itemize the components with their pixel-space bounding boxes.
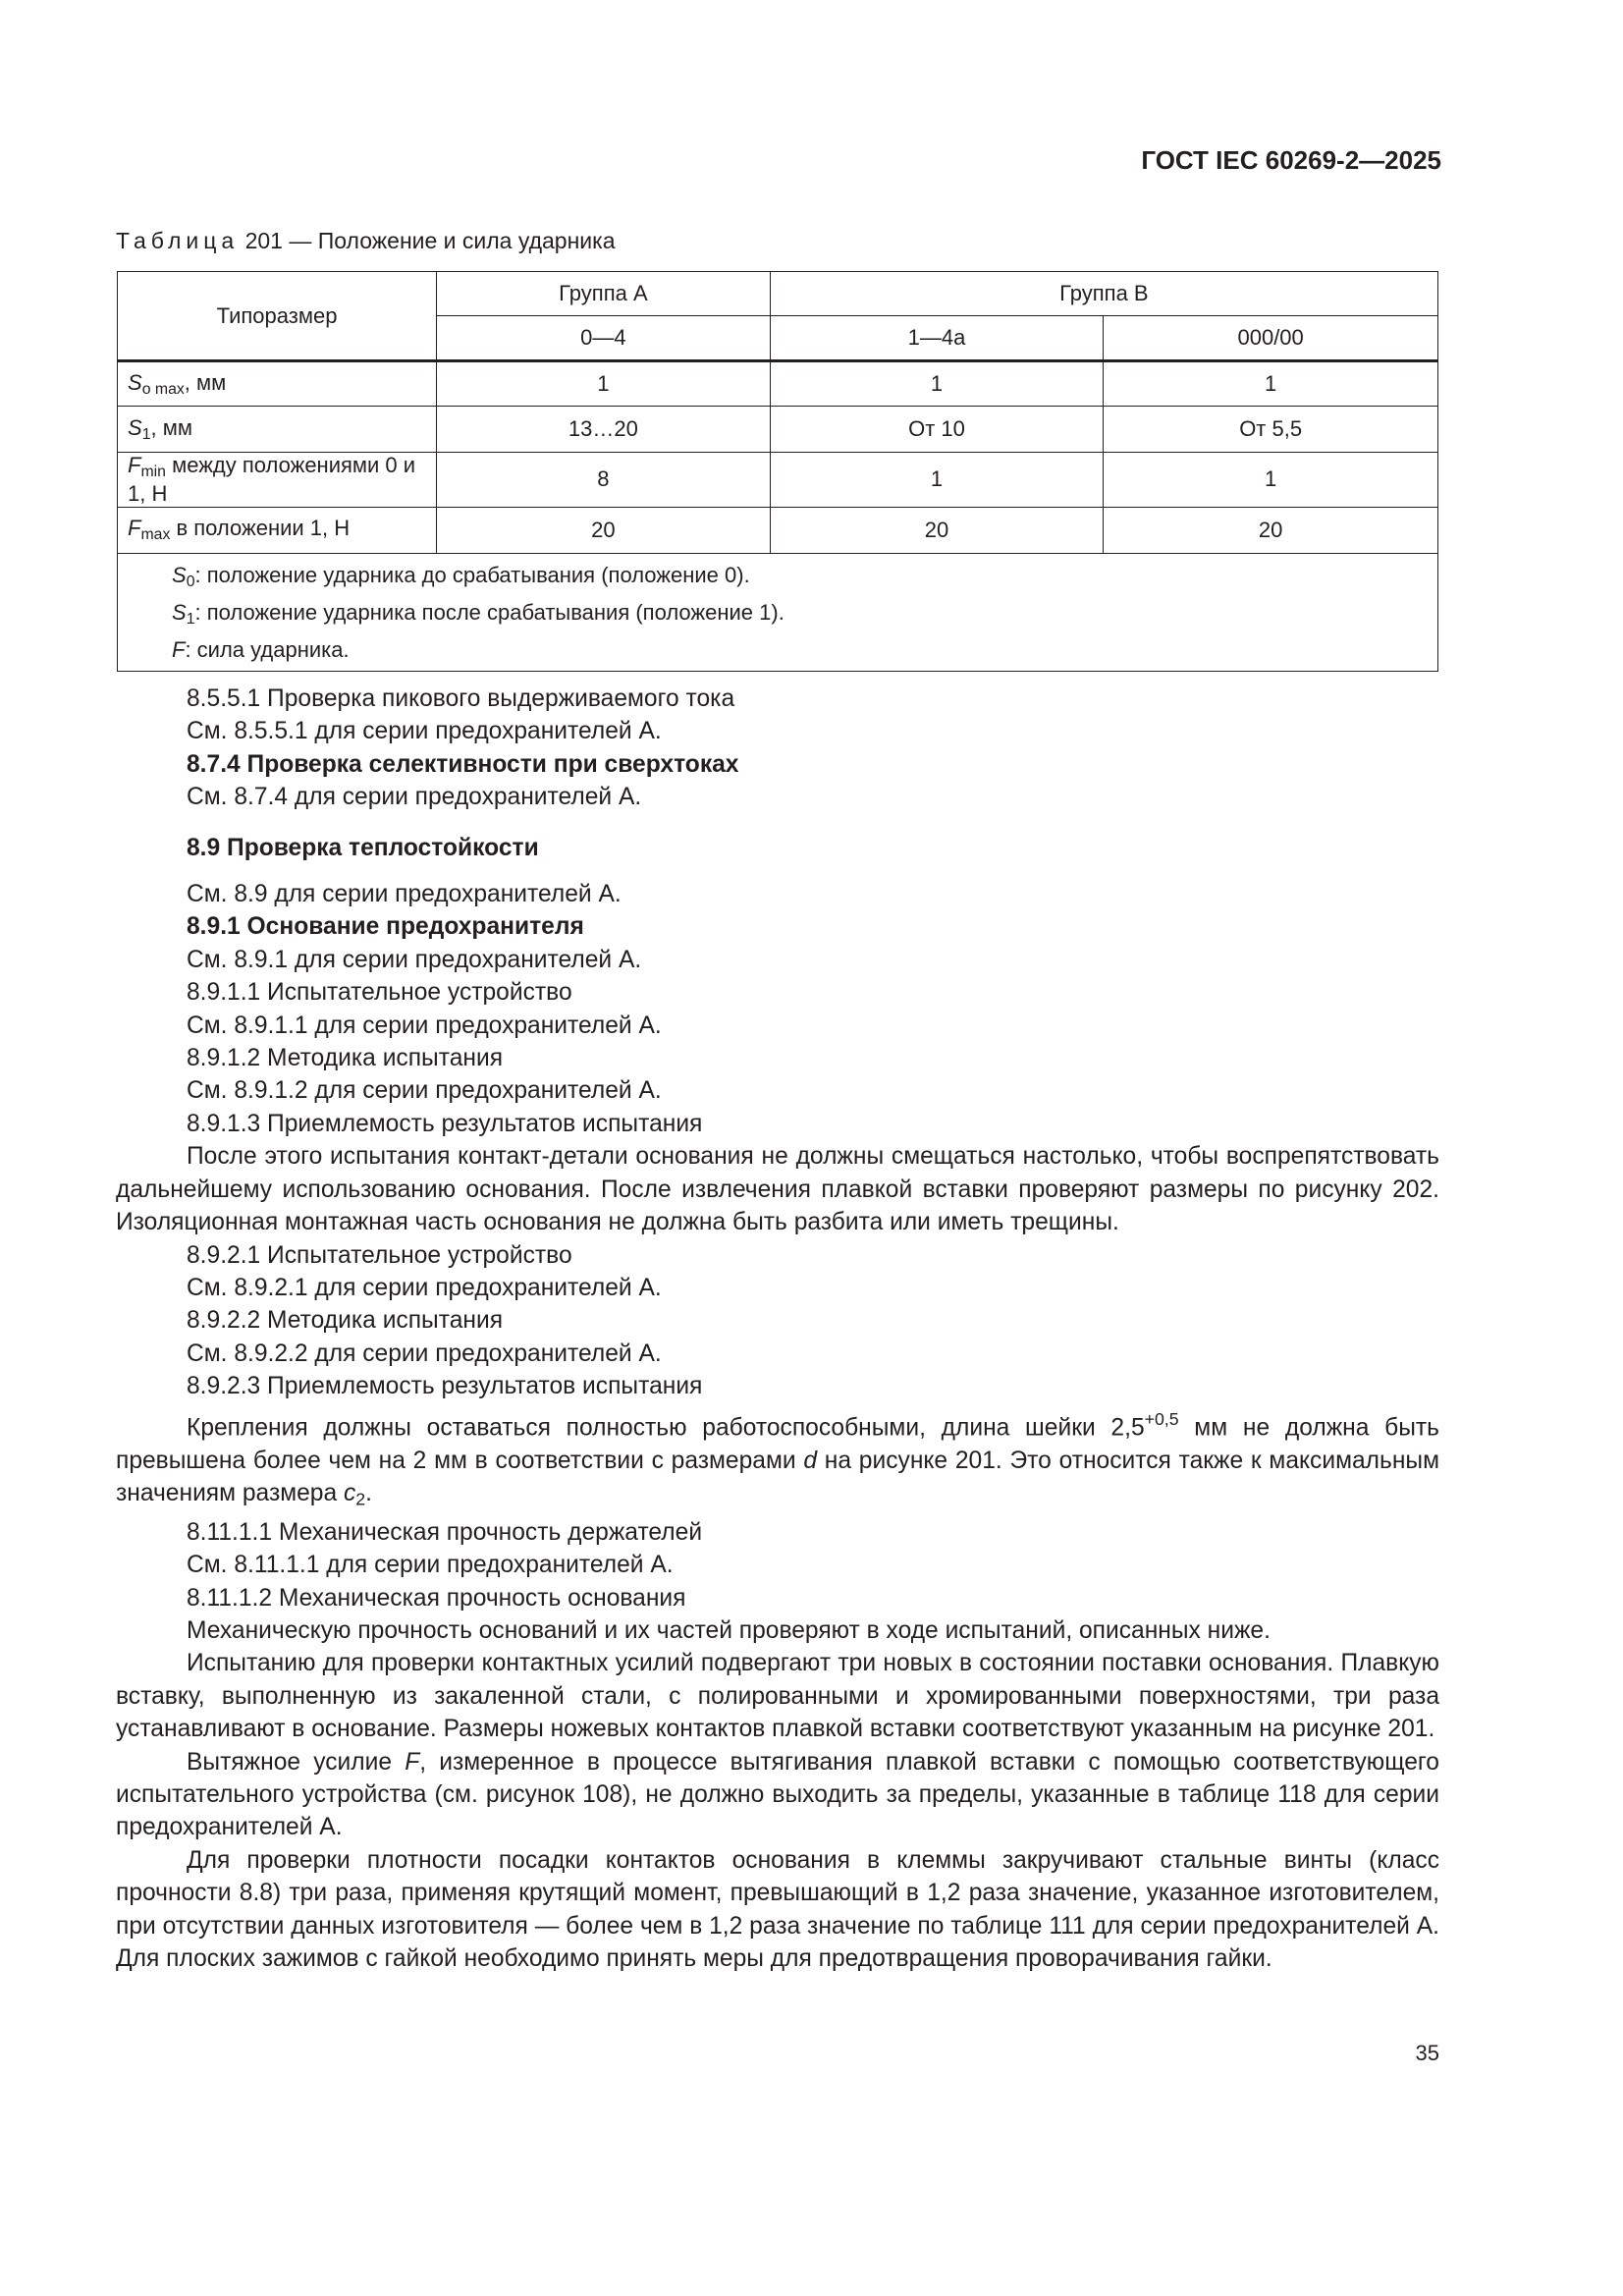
table-cell: 1 [1104, 361, 1438, 407]
table-cell: 8 [437, 453, 771, 508]
page-number: 35 [1415, 2041, 1439, 2065]
standard-designation: ГОСТ IEC 60269-2—2025 [1141, 145, 1441, 175]
paragraph: 8.9.1.2 Методика испытания [187, 1045, 504, 1072]
header-size-1: 1—4а [770, 316, 1104, 361]
table-cell: 20 [770, 507, 1104, 553]
section-heading: 8.7.4 Проверка селективности при сверхтоках [187, 750, 739, 778]
body-text [116, 683, 1439, 1975]
paragraph: 8.5.5.1 Проверка пикового выдерживаемого тока [187, 685, 735, 712]
header-size-2: 000/00 [1104, 316, 1438, 361]
table-caption [116, 228, 616, 254]
paragraph: 8.9.1.1 Испытательное устройство [187, 979, 572, 1007]
paragraph: 8.9.2.1 Испытательное устройство [187, 1241, 572, 1269]
row-label: $F_{min}$ между положениями 0 и 1, Н [118, 453, 437, 508]
paragraph: 8.9.1.3 Приемлемость результатов испытания [187, 1110, 703, 1137]
paragraph: Крепления должны оставаться полностью работоспособными, длина шейки $2,5^{+0,5}$ мм не должна быть превышена более чем на 2 мм в соответствии с размерами d на рисунке 201. Это относится также к максимальным значениям размера $c_2$. [116, 1408, 1439, 1509]
row-label: $S_1$, мм [118, 407, 437, 453]
paragraph: Вытяжное усилие F, измеренное в процессе вытягивания плавкой вставки с помощью соответствующего испытательного устройства (см. рисунок 108), не должно выходить за пределы, указанные в таблице 118 для серии предохранителей А. [116, 1748, 1439, 1841]
paragraph: Испытанию для проверки контактных усилий подвергают три новых в состоянии поставки основания. Плавкую вставку, выполненную из закаленной стали, с полированными и хромированными поверхностями, три раза устанавливают в основание. Размеры ножевых контактов плавкой вставки соответствуют указанным на рисунке 201. [116, 1650, 1439, 1743]
section-heading: 8.9.1 Основание предохранителя [187, 913, 584, 941]
paragraph: Механическую прочность оснований и их частей проверяют в ходе испытаний, описанных ниже. [187, 1617, 1271, 1645]
table-cell: 1 [770, 361, 1104, 407]
paragraph: 8.11.1.1 Механическая прочность держателей [187, 1518, 703, 1546]
striker-table [117, 271, 1438, 672]
section-heading: 8.9 Проверка теплостойкости [187, 834, 539, 861]
paragraph: См. 8.9.2.2 для серии предохранителей А. [187, 1339, 662, 1367]
paragraph: См. 8.7.4 для серии предохранителей А. [187, 784, 642, 811]
paragraph: 8.9.2.2 Методика испытания [187, 1307, 504, 1335]
row-label: $S_{o max}$, мм [118, 361, 437, 407]
note-line: $S_0$: положение ударника до срабатывания (положение 0). [172, 562, 750, 590]
table-cell: 1 [770, 453, 1104, 508]
paragraph: См. 8.9.1.1 для серии предохранителей А. [187, 1011, 662, 1039]
paragraph: 8.11.1.2 Механическая прочность основания [187, 1584, 686, 1612]
paragraph: После этого испытания контакт-детали основания не должны смещаться настолько, чтобы воспрепятствовать дальнейшему использованию основания. После извлечения плавкой вставки проверяют размеры по рисунку 202. Изоляционная монтажная часть основания не должна быть разбита или иметь трещины. [116, 1143, 1439, 1236]
header-group-b: Группа В [770, 272, 1437, 316]
table-cell: 13…20 [437, 407, 771, 453]
table-notes [118, 553, 1438, 671]
paragraph: Для проверки плотности посадки контактов основания в клеммы закручивают стальные винты (класс прочности 8.8) три раза, применяя крутящий момент, превышающий в 1,2 раза значение, указанное изготовителем, при отсутствии данных изготовителя — более чем в 1,2 раза значение по таблице 111 для серии предохранителей А. Для плоских зажимов с гайкой необходимо принять меры для предотвращения проворачивания гайки. [116, 1846, 1439, 1973]
table-cell: 1 [1104, 453, 1438, 508]
note-line: $S_1$: положение ударника после срабатывания (положение 1). [172, 599, 784, 628]
paragraph: См. 8.9.1 для серии предохранителей А. [187, 946, 642, 973]
table-cell: От 5,5 [1104, 407, 1438, 453]
paragraph: См. 8.11.1.1 для серии предохранителей А. [187, 1552, 674, 1579]
paragraph: См. 8.5.5.1 для серии предохранителей А. [187, 718, 662, 745]
paragraph: См. 8.9.1.2 для серии предохранителей А. [187, 1077, 662, 1105]
table-cell: 20 [1104, 507, 1438, 553]
paragraph: См. 8.9 для серии предохранителей А. [187, 881, 622, 908]
row-label: $F_{max}$ в положении 1, Н [118, 507, 437, 553]
table-cell: От 10 [770, 407, 1104, 453]
note-line: F: сила ударника. [172, 636, 350, 662]
table-cell: 1 [437, 361, 771, 407]
header-size: Типоразмер [118, 272, 437, 361]
table-caption-text: 201 — Положение и сила ударника [244, 228, 616, 253]
paragraph: 8.9.2.3 Приемлемость результатов испытания [187, 1373, 703, 1400]
table-cell: 20 [437, 507, 771, 553]
table-caption-label: Таблица [116, 228, 240, 253]
paragraph: См. 8.9.2.1 для серии предохранителей А. [187, 1274, 662, 1301]
header-group-a: Группа А [437, 272, 771, 316]
header-size-0: 0—4 [437, 316, 771, 361]
